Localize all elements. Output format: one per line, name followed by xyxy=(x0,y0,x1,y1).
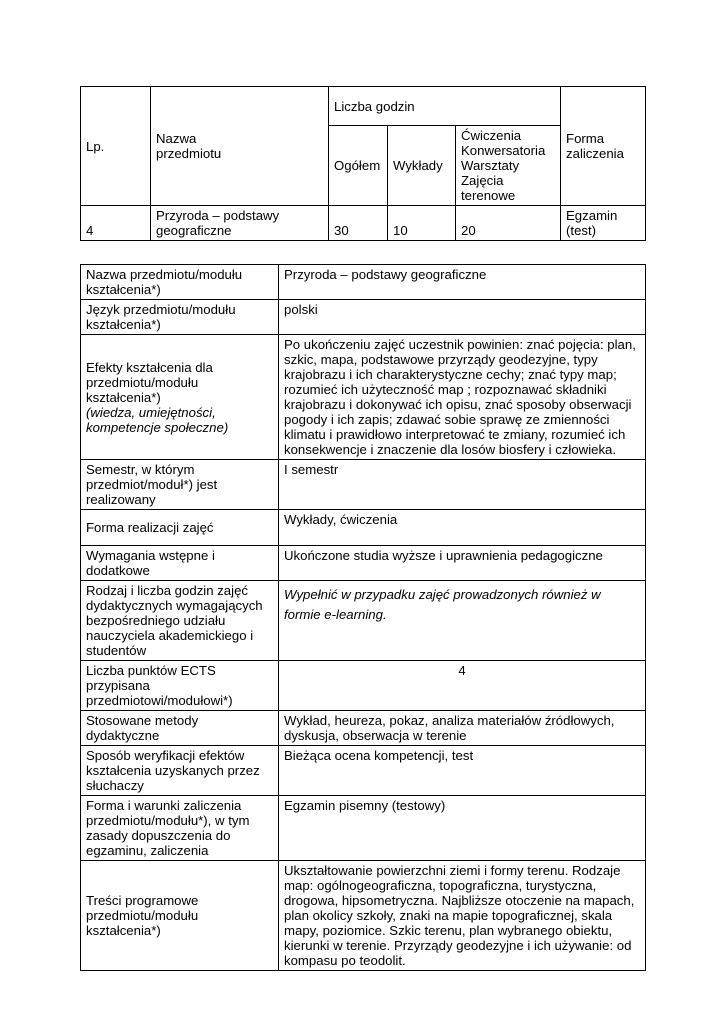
table-row xyxy=(81,300,646,335)
row-assessment-form: Egzamin (test) xyxy=(561,206,646,241)
header-assessment-form: Forma zaliczenia xyxy=(561,87,646,206)
header-lp: Lp. xyxy=(81,87,151,206)
table-row xyxy=(81,746,646,796)
table-row xyxy=(81,460,646,510)
label-class-form: Forma realizacji zajęć xyxy=(81,510,279,546)
row-lp: 4 xyxy=(81,206,151,241)
value-semester: I semestr xyxy=(279,460,646,510)
label-assessment-conditions: Forma i warunki zaliczenia przedmiotu/modułu*), w tym zasady dopuszczenia do egzaminu, zaliczenia xyxy=(81,796,279,861)
table-row xyxy=(81,335,646,460)
value-prerequisites: Ukończone studia wyższe i uprawnienia pedagogiczne xyxy=(279,546,646,581)
row-subject-name: Przyroda – podstawy geograficzne xyxy=(151,206,329,241)
row-exercises: 20 xyxy=(456,206,561,241)
label-learning-outcomes-note: (wiedza, umiejętności, kompetencje społeczne) xyxy=(86,404,229,435)
label-learning-outcomes-text: Efekty kształcenia dla przedmiotu/modułu kształcenia*) xyxy=(86,359,213,405)
value-learning-outcomes: Po ukończeniu zajęć uczestnik powinien: znać pojęcia: plan, szkic, mapa, podstawowe przyrządy geodezyjne, typy krajobrazu i ich charakterystyczne cechy; znać typy map; rozumieć ich użyteczność map ; rozpoznawać składniki krajobrazu i dokonywać ich opisu, znać sposoby obserwacji pogody i ich zapis; zdawać sobie sprawę ze zmienności klimatu i prawidłowo interpretować te zmiany, rozumieć ich konsekwencje i znaczenie dla losów biosfery i człowieka. xyxy=(279,335,646,460)
table-row xyxy=(81,796,646,861)
label-semester: Semestr, w którym przedmiot/moduł*) jest realizowany xyxy=(81,460,279,510)
value-teaching-methods: Wykład, heureza, pokaz, analiza materiałów źródłowych, dyskusja, obserwacja w terenie xyxy=(279,711,646,746)
label-ects-points: Liczba punktów ECTS przypisana przedmiotowi/modułowi*) xyxy=(81,661,279,711)
value-contact-hours: Wypełnić w przypadku zajęć prowadzonych również w formie e-learning. xyxy=(279,581,646,661)
value-class-form: Wykłady, ćwiczenia xyxy=(279,510,646,546)
label-language: Język przedmiotu/modułu kształcenia*) xyxy=(81,300,279,335)
header-lectures: Wykłady xyxy=(388,126,456,206)
label-subject-name: Nazwa przedmiotu/modułu kształcenia*) xyxy=(81,265,279,300)
label-course-content: Treści programowe przedmiotu/modułu kształcenia*) xyxy=(81,861,279,971)
value-verification: Bieżąca ocena kompetencji, test xyxy=(279,746,646,796)
label-teaching-methods: Stosowane metody dydaktyczne xyxy=(81,711,279,746)
table-row xyxy=(81,265,646,300)
value-language: polski xyxy=(279,300,646,335)
header-hours: Liczba godzin xyxy=(329,87,561,126)
label-prerequisites: Wymagania wstępne i dodatkowe xyxy=(81,546,279,581)
table-row xyxy=(81,661,646,711)
row-lectures: 10 xyxy=(388,206,456,241)
table-row xyxy=(81,546,646,581)
value-course-content: Ukształtowanie powierzchni ziemi i formy terenu. Rodzaje map: ogólnogeograficzna, topograficzna, turystyczna, drogowa, hipsometryczna. Najbliższe otoczenie na mapach, plan okolicy szkoły, znaki na mapie topograficznej, skala mapy, poziomice. Szkic terenu, plan wybranego obiektu, kierunki w terenie. Przyrządy geodezyjne i ich używanie: od kompasu po teodolit. xyxy=(279,861,646,971)
row-total: 30 xyxy=(329,206,388,241)
value-assessment-conditions: Egzamin pisemny (testowy) xyxy=(279,796,646,861)
table-row xyxy=(81,861,646,971)
hours-table xyxy=(80,86,646,241)
table-row xyxy=(81,510,646,546)
label-verification: Sposób weryfikacji efektów kształcenia uzyskanych przez słuchaczy xyxy=(81,746,279,796)
header-exercises: Ćwiczenia Konwersatoria Warsztaty Zajęcia terenowe xyxy=(456,126,561,206)
label-learning-outcomes xyxy=(81,335,279,460)
label-contact-hours: Rodzaj i liczba godzin zajęć dydaktycznych wymagających bezpośredniego udziału nauczyciela akademickiego i studentów xyxy=(81,581,279,661)
description-table xyxy=(80,264,646,971)
header-total: Ogółem xyxy=(329,126,388,206)
value-ects-points: 4 xyxy=(279,661,646,711)
header-subject-name: Nazwa przedmiotu xyxy=(151,87,329,206)
table-row xyxy=(81,711,646,746)
value-subject-name: Przyroda – podstawy geograficzne xyxy=(279,265,646,300)
table-row xyxy=(81,581,646,661)
